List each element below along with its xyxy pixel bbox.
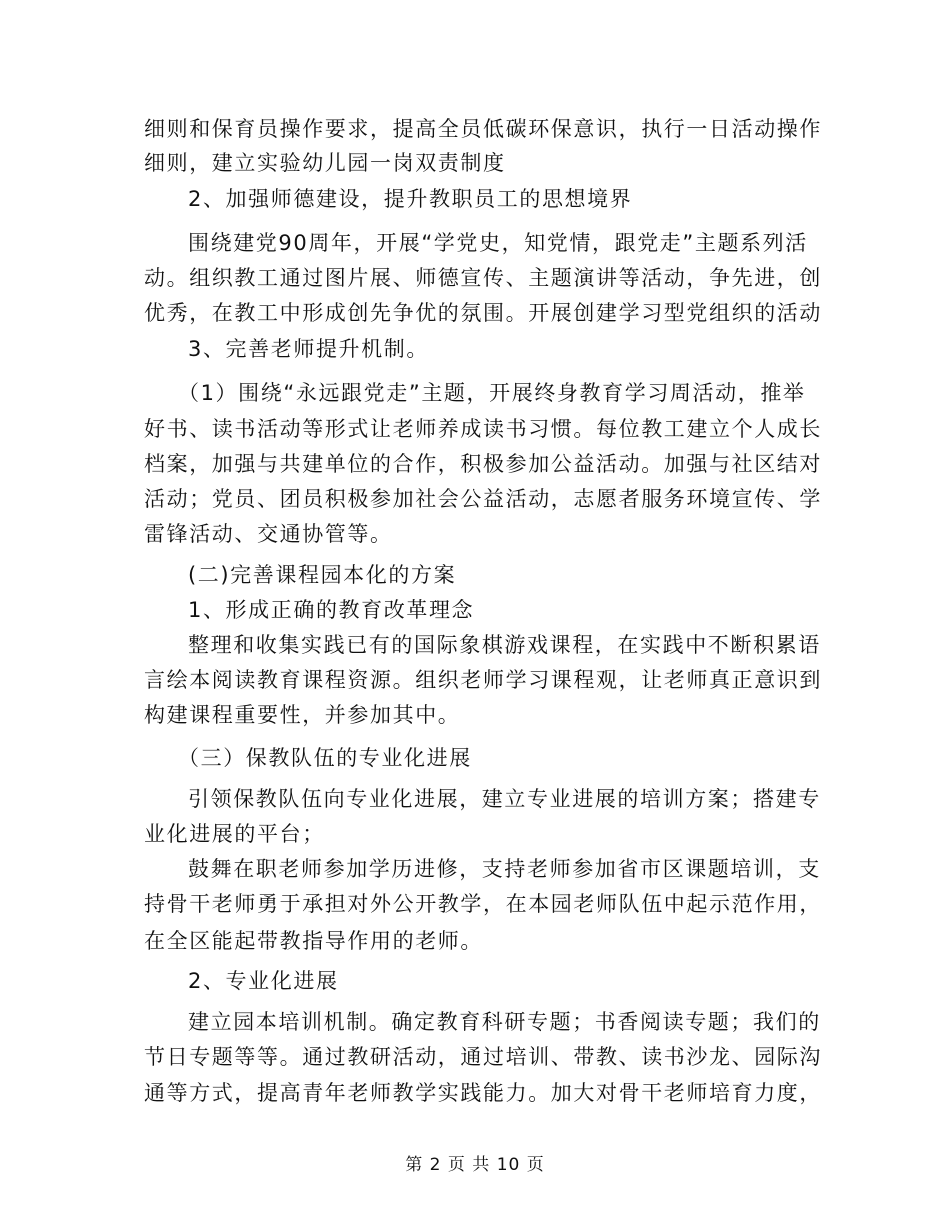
text-line: 整理和收集实践已有的国际象棋游戏课程，在实践中不断积累语	[188, 633, 821, 657]
text-line: 构建课程重要性，并参加其中。	[144, 703, 461, 727]
text-line: 雷锋活动、交通协管等。	[144, 522, 393, 546]
text-line: 持骨干老师勇于承担对外公开教学，在本园老师队伍中起示范作用，	[144, 892, 822, 916]
page-number-footer: 第 2 页 共 10 页	[405, 1155, 545, 1175]
text-line: 动。组织教工通过图片展、师德宣传、主题演讲等活动，争先进，创	[144, 266, 822, 290]
text-line: 细则和保育员操作要求，提高全员低碳环保意识，执行一日活动操作	[144, 117, 822, 141]
text-line: 建立园本培训机制。确定教育科研专题；书香阅读专题；我们的	[188, 1010, 821, 1034]
text-line: 档案，加强与共建单位的合作，积极参加公益活动。加强与社区结对	[144, 452, 822, 476]
section-heading: （三）保教队伍的专业化进展	[178, 746, 472, 770]
text-line: 好书、读书活动等形式让老师养成读书习惯。每位教工建立个人成长	[144, 417, 822, 441]
section-heading: 2、加强师德建设，提升教职员工的思想境界	[188, 187, 633, 211]
text-line: 在全区能起带教指导作用的老师。	[144, 929, 483, 953]
section-heading: 1、形成正确的教育改革理念	[188, 598, 475, 622]
text-line: 引领保教队伍向专业化进展，建立专业进展的培训方案；搭建专	[188, 787, 821, 811]
text-line: 鼓舞在职老师参加学历进修，支持老师参加省市区课题培训，支	[188, 857, 821, 881]
section-heading: 3、完善老师提升机制。	[188, 337, 429, 361]
text-line: 细则，建立实验幼儿园一岗双责制度	[144, 151, 506, 175]
text-line: 活动；党员、团员积极参加社会公益活动，志愿者服务环境宣传、学	[144, 487, 822, 511]
text-line: 言绘本阅读教育课程资源。组织老师学习课程观，让老师真正意识到	[144, 668, 822, 692]
text-line: 通等方式，提高青年老师教学实践能力。加大对骨干老师培育力度，	[144, 1081, 822, 1105]
section-heading: (二)完善课程园本化的方案	[188, 563, 457, 587]
text-line: 节日专题等等。通过教研活动，通过培训、带教、读书沙龙、园际沟	[144, 1045, 822, 1069]
text-line: （1）围绕“永远跟党走”主题，开展终身教育学习周活动，推举	[178, 381, 806, 405]
text-line: 围绕建党90周年，开展“学党史，知党情，跟党走”主题系列活	[188, 231, 808, 255]
text-line: 优秀，在教工中形成创先争优的氛围。开展创建学习型党组织的活动	[144, 301, 822, 325]
section-heading: 2、专业化进展	[188, 969, 339, 993]
text-line: 业化进展的平台；	[144, 822, 325, 846]
